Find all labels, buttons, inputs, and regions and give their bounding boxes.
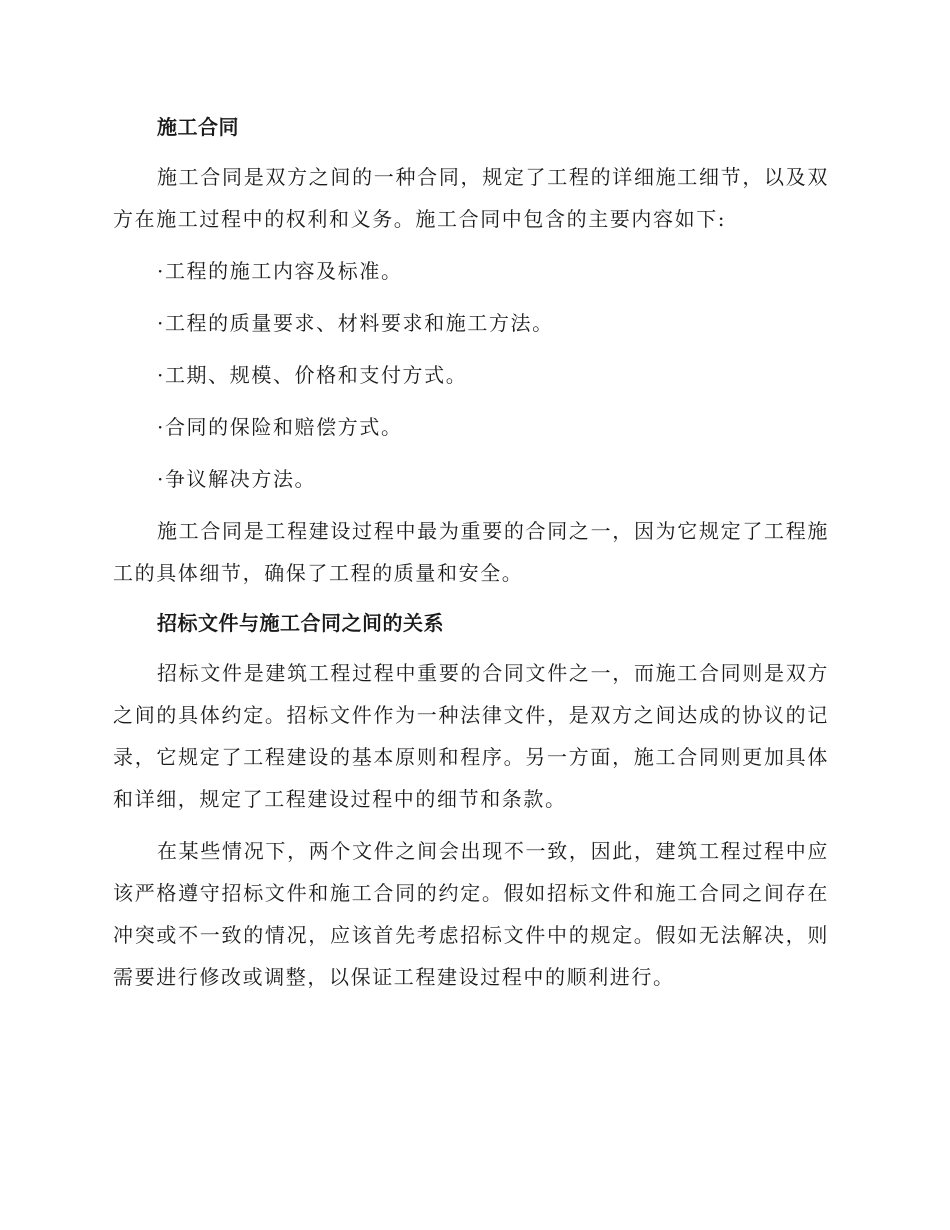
document-page	[113, 108, 829, 998]
section-heading-construction-contract: 施工合同	[157, 115, 239, 139]
construction-contract-intro: 施工合同是双方之间的一种合同，规定了工程的详细施工细节，以及双方在施工过程中的权利和义务。施工合同中包含的主要内容如下:	[113, 165, 829, 231]
construction-contract-conclusion: 施工合同是工程建设过程中最为重要的合同之一，因为它规定了工程施工的具体细节，确保了工程的质量和安全。	[113, 519, 829, 585]
list-item: ·合同的保险和赔偿方式。	[157, 415, 403, 439]
section-heading-relationship: 招标文件与施工合同之间的关系	[157, 611, 444, 635]
list-item: ·工程的质量要求、材料要求和施工方法。	[157, 311, 554, 335]
list-item: ·争议解决方法。	[157, 467, 317, 491]
relationship-paragraph-2: 在某些情况下，两个文件之间会出现不一致，因此，建筑工程过程中应该严格遵守招标文件和施工合同的约定。假如招标文件和施工合同之间存在冲突或不一致的情况，应该首先考虑招标文件中的规定。假如无法解决，则需要进行修改或调整，以保证工程建设过程中的顺利进行。	[113, 839, 829, 989]
list-item: ·工程的施工内容及标准。	[157, 259, 403, 283]
list-item: ·工期、规模、价格和支付方式。	[157, 363, 468, 387]
relationship-paragraph-1: 招标文件是建筑工程过程中重要的合同文件之一，而施工合同则是双方之间的具体约定。招标文件作为一种法律文件，是双方之间达成的协议的记录，它规定了工程建设的基本原则和程序。另一方面，施工合同则更加具体和详细，规定了工程建设过程中的细节和条款。	[113, 661, 829, 811]
contract-contents-list	[113, 250, 829, 500]
